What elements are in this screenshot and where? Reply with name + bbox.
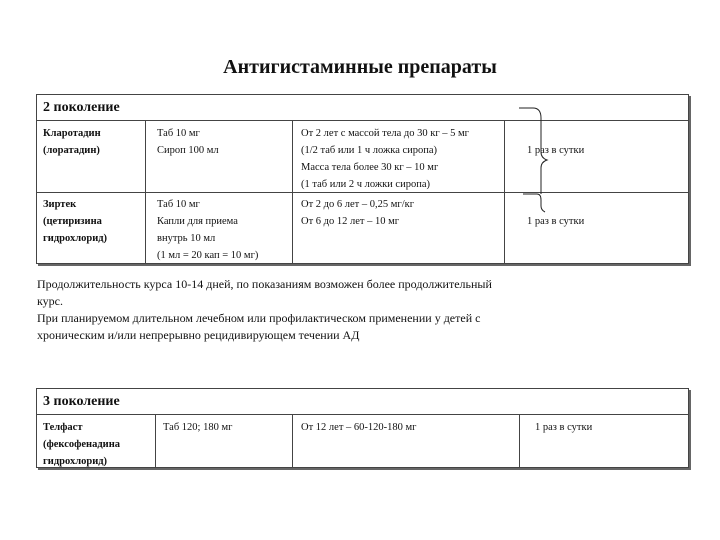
drug-name: Кларотадин (лоратадин) [43, 128, 101, 156]
column-divider [519, 415, 520, 467]
drug-name: Зиртек (цетиризина гидрохлорид) [43, 199, 108, 244]
drug-frequency: 1 раз в сутки [527, 145, 585, 156]
drug-dose: От 12 лет – 60-120-180 мг [301, 422, 417, 433]
column-divider [155, 415, 156, 467]
drug-form: Таб 10 мг Сироп 100 мл [157, 128, 219, 156]
drug-form: Таб 120; 180 мг [163, 422, 233, 433]
gen3-table [36, 388, 689, 468]
bracket-icon [515, 190, 549, 230]
drug-dose: От 2 лет с массой тела до 30 кг – 5 мг (1/2 таб или 1 ч ложка сиропа) Масса тела более 30 кг – 10 мг (1 таб или 2 ч ложки сиропа) [301, 128, 469, 190]
gen2-table [36, 94, 689, 264]
gen3-header: 3 поколение [37, 389, 688, 415]
course-notes: Продолжительность курса 10-14 дней, по показаниям возможен более продолжительный курс. При планируемом длительном лечебном или профилактическом применении у детей с хроническим и/или непрерывно рецидивирующем течении АД [37, 277, 492, 342]
drug-frequency: 1 раз в сутки [527, 216, 585, 227]
page-title: Антигистаминные препараты [223, 56, 497, 78]
drug-name: Телфаст (фексофенадина гидрохлорид) [43, 422, 121, 467]
drug-form: Таб 10 мг Капли для приема внутрь 10 мл (1 мл = 20 кап = 10 мг) [157, 199, 259, 261]
column-divider [504, 121, 505, 263]
column-divider [292, 121, 293, 263]
column-divider [292, 415, 293, 467]
gen2-header: 2 поколение [37, 95, 688, 121]
drug-dose: От 2 до 6 лет – 0,25 мг/кг От 6 до 12 лет – 10 мг [301, 199, 415, 227]
drug-frequency: 1 раз в сутки [535, 422, 593, 433]
column-divider [145, 121, 146, 263]
